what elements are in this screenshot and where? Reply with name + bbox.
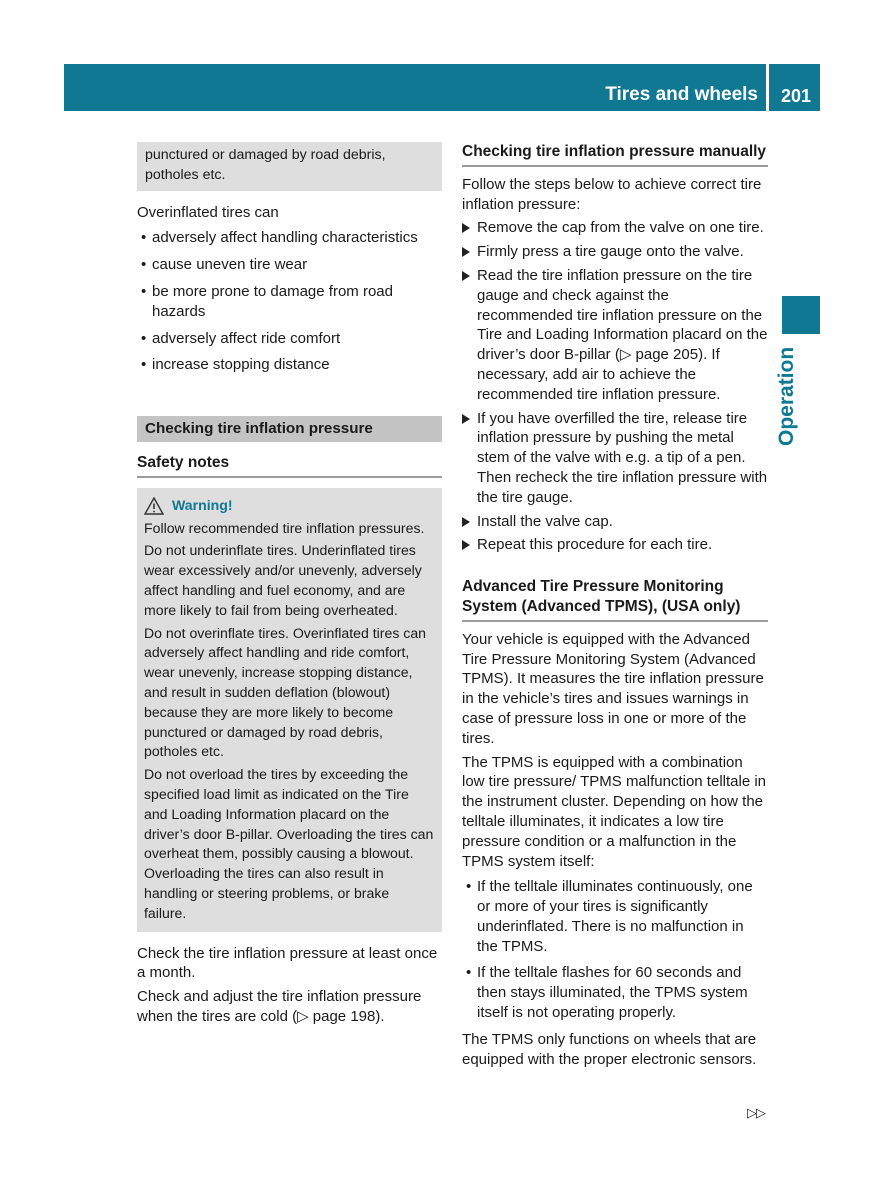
tpms-paragraph: The TPMS only functions on wheels that are equipped with the proper electronic sensors. — [462, 1030, 757, 1068]
tpms-heading: Advanced Tire Pressure Monitoring System (Advanced TPMS), (USA only) — [462, 577, 768, 622]
overinflated-list — [137, 228, 442, 375]
manual-intro: Follow the steps below to achieve correct tire inflation pressure: — [462, 175, 762, 213]
check-cold-text: Check and adjust the tire inflation pressure when the tires are cold (▷ page 198). — [137, 988, 422, 1025]
step-item — [462, 218, 768, 238]
warning-paragraph: Do not overload the tires by exceeding the specified load limit as indicated on the Tire and Loading Information placard on the driver’s door B-pillar. Overloading the tires can overheat them, possibly causing a blowout. Overloading the tires can also result in handling or steering problems, or brake failure. — [144, 766, 434, 921]
page-number: 201 — [780, 86, 812, 106]
warning-paragraph: Do not overinflate tires. Overinflated tires can adversely affect handling and ride comfort, wear unevenly, increase stopping distance, and result in sudden deflation (blowout) because they are more likely to become punctured or damaged by road debris, potholes etc. — [144, 624, 427, 760]
step-item — [462, 512, 768, 532]
tpms-paragraph: The TPMS is equipped with a combination low tire pressure/ TPMS malfunction telltale in the instrument cluster. Depending on how the telltale illuminates, it indicates a low tire pressure condition or a malfunction in the TPMS system itself: — [462, 753, 767, 870]
page-title: Tires and wheels — [605, 84, 758, 105]
continued-warning-box — [137, 142, 442, 191]
right-column — [462, 142, 768, 1069]
step-item — [462, 266, 768, 405]
warning-header — [144, 496, 435, 516]
step-arrow-icon — [462, 414, 470, 424]
step-arrow-icon — [462, 540, 470, 550]
step-arrow-icon — [462, 223, 470, 233]
list-item: • cause uneven tire wear — [137, 255, 442, 275]
step-text: Repeat this procedure for each tire. — [477, 536, 713, 554]
list-item: • If the telltale illuminates continuously, one or more of your tires is significantly underinflated. There is no malfunction in the TPMS. — [462, 877, 768, 956]
manual-check-heading: Checking tire inflation pressure manually — [462, 142, 768, 167]
list-item: • increase stopping distance — [137, 355, 442, 375]
check-monthly-text: Check the tire inflation pressure at least once a month. — [137, 944, 438, 982]
warning-triangle-icon — [144, 497, 164, 515]
tpms-list — [462, 877, 768, 1023]
step-text: If you have overfilled the tire, release tire inflation pressure by pushing the metal stem of the valve with e.g. a tip of a pen. Then recheck the tire inflation pressure with the tire gauge. — [477, 409, 768, 506]
warning-paragraph: Do not underinflate tires. Underinflated tires wear excessively and/or unevenly, adversely affect handling and fuel economy, and are more likely to fail from being overheated. — [144, 542, 422, 618]
list-item: • adversely affect handling characteristics — [137, 228, 442, 248]
step-item — [462, 242, 768, 262]
steps-list — [462, 218, 768, 555]
warning-paragraph: Follow recommended tire inflation pressures. — [144, 519, 425, 536]
safety-notes-heading: Safety notes — [137, 453, 442, 478]
header-divider — [766, 64, 769, 111]
section-title: Checking tire inflation pressure — [137, 416, 442, 442]
overinflated-intro: Overinflated tires can — [137, 203, 279, 221]
step-arrow-icon — [462, 271, 470, 281]
step-item — [462, 409, 768, 508]
step-text: Install the valve cap. — [477, 512, 613, 530]
step-item — [462, 535, 768, 555]
left-column — [137, 142, 442, 1027]
step-text: Firmly press a tire gauge onto the valve. — [477, 243, 744, 261]
list-item: • be more prone to damage from road hazards — [137, 282, 442, 322]
step-arrow-icon — [462, 517, 470, 527]
side-tab-label: Operation — [775, 346, 798, 446]
continued-next-page-marker: ▷▷ — [747, 1105, 765, 1120]
step-arrow-icon — [462, 247, 470, 257]
step-text: Remove the cap from the valve on one tire. — [477, 219, 764, 237]
tpms-paragraph: Your vehicle is equipped with the Advanced Tire Pressure Monitoring System (Advanced TPMS). It measures the tire inflation pressure in the vehicle’s tires and issues warnings in case of pressure loss in one or more of the tires. — [462, 630, 764, 747]
continued-warning-text: punctured or damaged by road debris, potholes etc. — [145, 147, 386, 183]
warning-box — [137, 488, 442, 932]
list-item: • If the telltale flashes for 60 seconds and then stays illuminated, the TPMS system itself is not operating properly. — [462, 963, 768, 1022]
warning-title: Warning! — [172, 496, 233, 513]
step-text: Read the tire inflation pressure on the tire gauge and check against the recommended tire inflation pressure on the Tire and Loading Information placard on the driver’s door B-pillar (▷ page 205). If necessary, add air to achieve the recommended tire inflation pressure. — [477, 266, 768, 403]
list-item: • adversely affect ride comfort — [137, 329, 442, 349]
